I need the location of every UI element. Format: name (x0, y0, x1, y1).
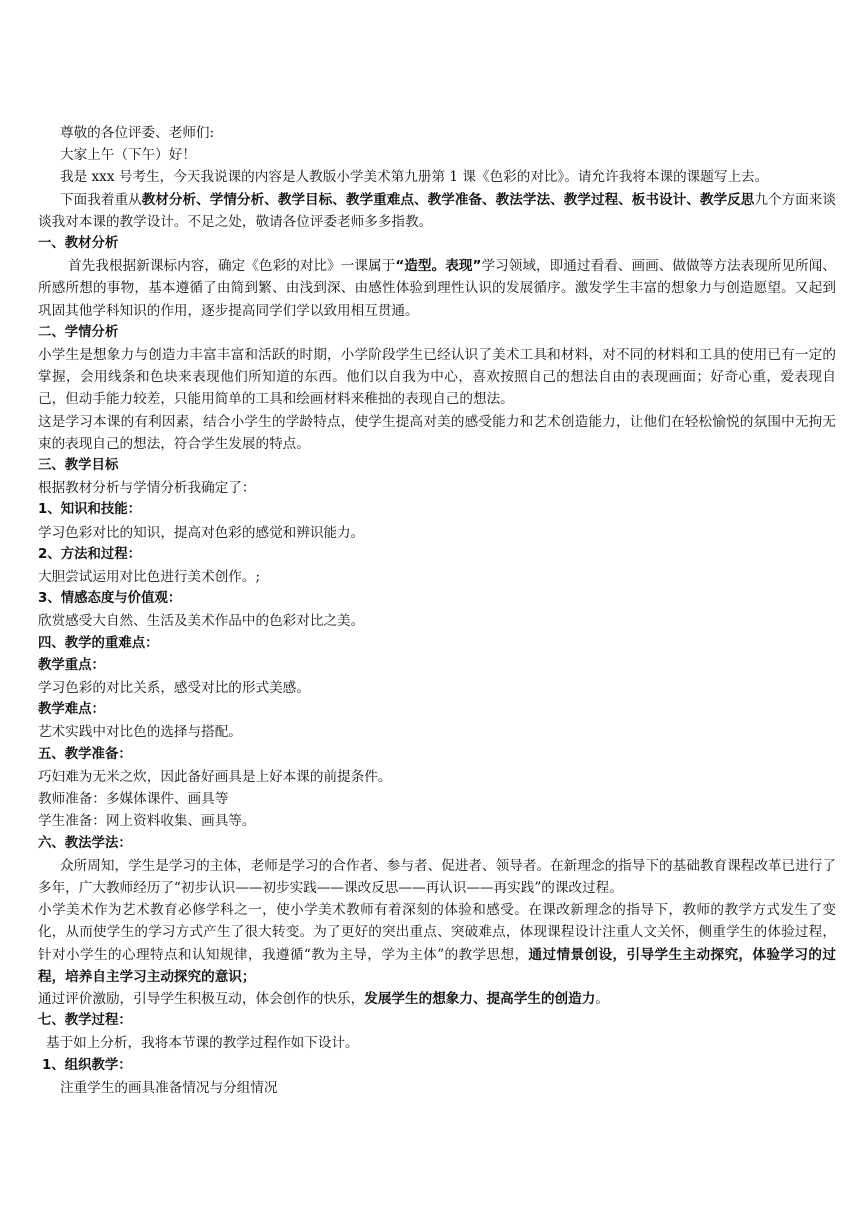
methods-paragraph-2: 小学美术作为艺术教育必修学科之一，使小学美术教师有着深刻的体验和感受。在课改新理念的指导下，教师的教学方式发生了变化，从而使学生的学习方式产生了很大转变。为了更好的突出重点、突破难点，体现课程设计注重人文关怀，侧重学生的体验过程，针对小学生的心理特点和认知规律，我遵循“教为主导，学为主体”的教学思想，通过情景创设，引导学生主动探究，体验学习的过程，培养自主学习主动探究的意识； (38, 902, 836, 985)
greeting-line: 大家上午（下午）好！ (60, 147, 196, 164)
section-heading-process: 七、教学过程： (38, 1013, 132, 1029)
difficulty-text: 艺术实践中对比色的选择与搭配。 (38, 724, 242, 741)
goal-1-title: 1、知识和技能： (38, 502, 142, 518)
materials-paragraph: 首先我根据新课标内容，确定《色彩的对比》一课属于“造型。表现”学习领域，即通过看看、画画、做做等方法表现所见所闻、所感所想的事物，基本遵循了由简到繁、由浅到深、由感性体验到理性认识的发展循序。激发学生丰富的想象力与创造愿望。又起到巩固其他学科知识的作用，逐步提高同学们学以致用相互贯通。 (38, 258, 837, 319)
methods-emphasis: 通过情景创设，引导学生主动探究，体验学习的过程，培养自主学习主动探究的意识； (38, 946, 836, 985)
difficulty-title: 教学难点： (38, 702, 105, 718)
preparation-text-2: 教师准备：多媒体课件、画具等 (38, 791, 229, 808)
section-heading-methods: 六、教法学法： (38, 835, 132, 851)
goal-1-text: 学习色彩对比的知识，提高对色彩的感觉和辨识能力。 (38, 524, 365, 541)
process-step-1-title: 1、组织教学： (42, 1057, 132, 1073)
salutation: 尊敬的各位评委、老师们: (60, 125, 215, 141)
section-heading-preparation: 五、教学准备： (38, 746, 132, 762)
goal-2-title: 2、方法和过程： (38, 546, 142, 562)
preparation-text-3: 学生准备：网上资料收集、画具等。 (38, 813, 256, 830)
process-intro: 基于如上分析，我将本节课的教学过程作如下设计。 (46, 1035, 359, 1052)
section-heading-key-points: 四、教学的重难点： (38, 635, 159, 651)
key-point-title: 教学重点： (38, 657, 105, 673)
section-heading-students: 二、学情分析 (38, 324, 119, 340)
key-point-text: 学习色彩的对比关系，感受对比的形式美感。 (38, 680, 310, 697)
section-heading-goals: 三、教学目标 (38, 458, 119, 474)
goal-3-title: 3、情感态度与价值观： (38, 591, 182, 607)
document-page (38, 122, 836, 1099)
methods-paragraph-1: 众所周知，学生是学习的主体，老师是学习的合作者、参与者、促进者、领导者。在新理念的指导下的基础教育课程改革已进行了多年，广大教师经历了“初步认识——初步实践——课改反思——再认识——再实践”的课改过程。 (38, 857, 836, 896)
domain-label: “造型。表现” (395, 258, 482, 275)
students-paragraph-1: 小学生是想象力与创造力丰富丰富和活跃的时期，小学阶段学生已经认识了美术工具和材料，对不同的材料和工具的使用已有一定的掌握，会用线条和色块来表现他们所知道的东西。他们以自我为中心，喜欢按照自己的想法自由的表现画面；好奇心重，爱表现自己，但动手能力较差，只能用简单的工具和绘画材料来稚拙的表现自己的想法。 (38, 347, 836, 408)
overview-paragraph: 下面我着重从教材分析、学情分析、教学目标、教学重难点、教学准备、教法学法、教学过程、板书设计、教学反思九个方面来谈谈我对本课的教学设计。不足之处，敬请各位评委老师多多指教。 (38, 191, 837, 230)
goals-intro: 根据教材分析与学情分析我确定了： (38, 480, 256, 497)
process-step-1-text: 注重学生的画具准备情况与分组情况 (60, 1079, 278, 1096)
students-paragraph-2: 这是学习本课的有利因素，结合小学生的学龄特点，使学生提高对美的感受能力和艺术创造能力，让他们在轻松愉悦的氛围中无拘无束的表现自己的想法，符合学生发展的特点。 (38, 413, 836, 452)
goal-2-text: 大胆尝试运用对比色进行美术创作。; (38, 569, 261, 586)
intro-line: 我是 xxx 号考生，今天我说课的内容是人教版小学美术第九册第 1 课《色彩的对比》。请允许我将本课的课题写上去。 (60, 169, 769, 186)
methods-paragraph-3: 通过评价激励，引导学生积极互动，体会创作的快乐，发展学生的想象力、提高学生的创造力。 (38, 990, 609, 1007)
goal-3-text: 欣赏感受大自然、生活及美术作品中的色彩对比之美。 (38, 613, 365, 630)
methods-emphasis-2: 发展学生的想象力、提高学生的创造力 (364, 990, 596, 1007)
preparation-text-1: 巧妇难为无米之炊，因此备好画具是上好本课的前提条件。 (38, 768, 392, 785)
overview-topics: 教材分析、学情分析、教学目标、教学重难点、教学准备、教法学法、教学过程、板书设计、教学反思 (141, 191, 755, 208)
section-heading-materials: 一、教材分析 (38, 236, 119, 252)
